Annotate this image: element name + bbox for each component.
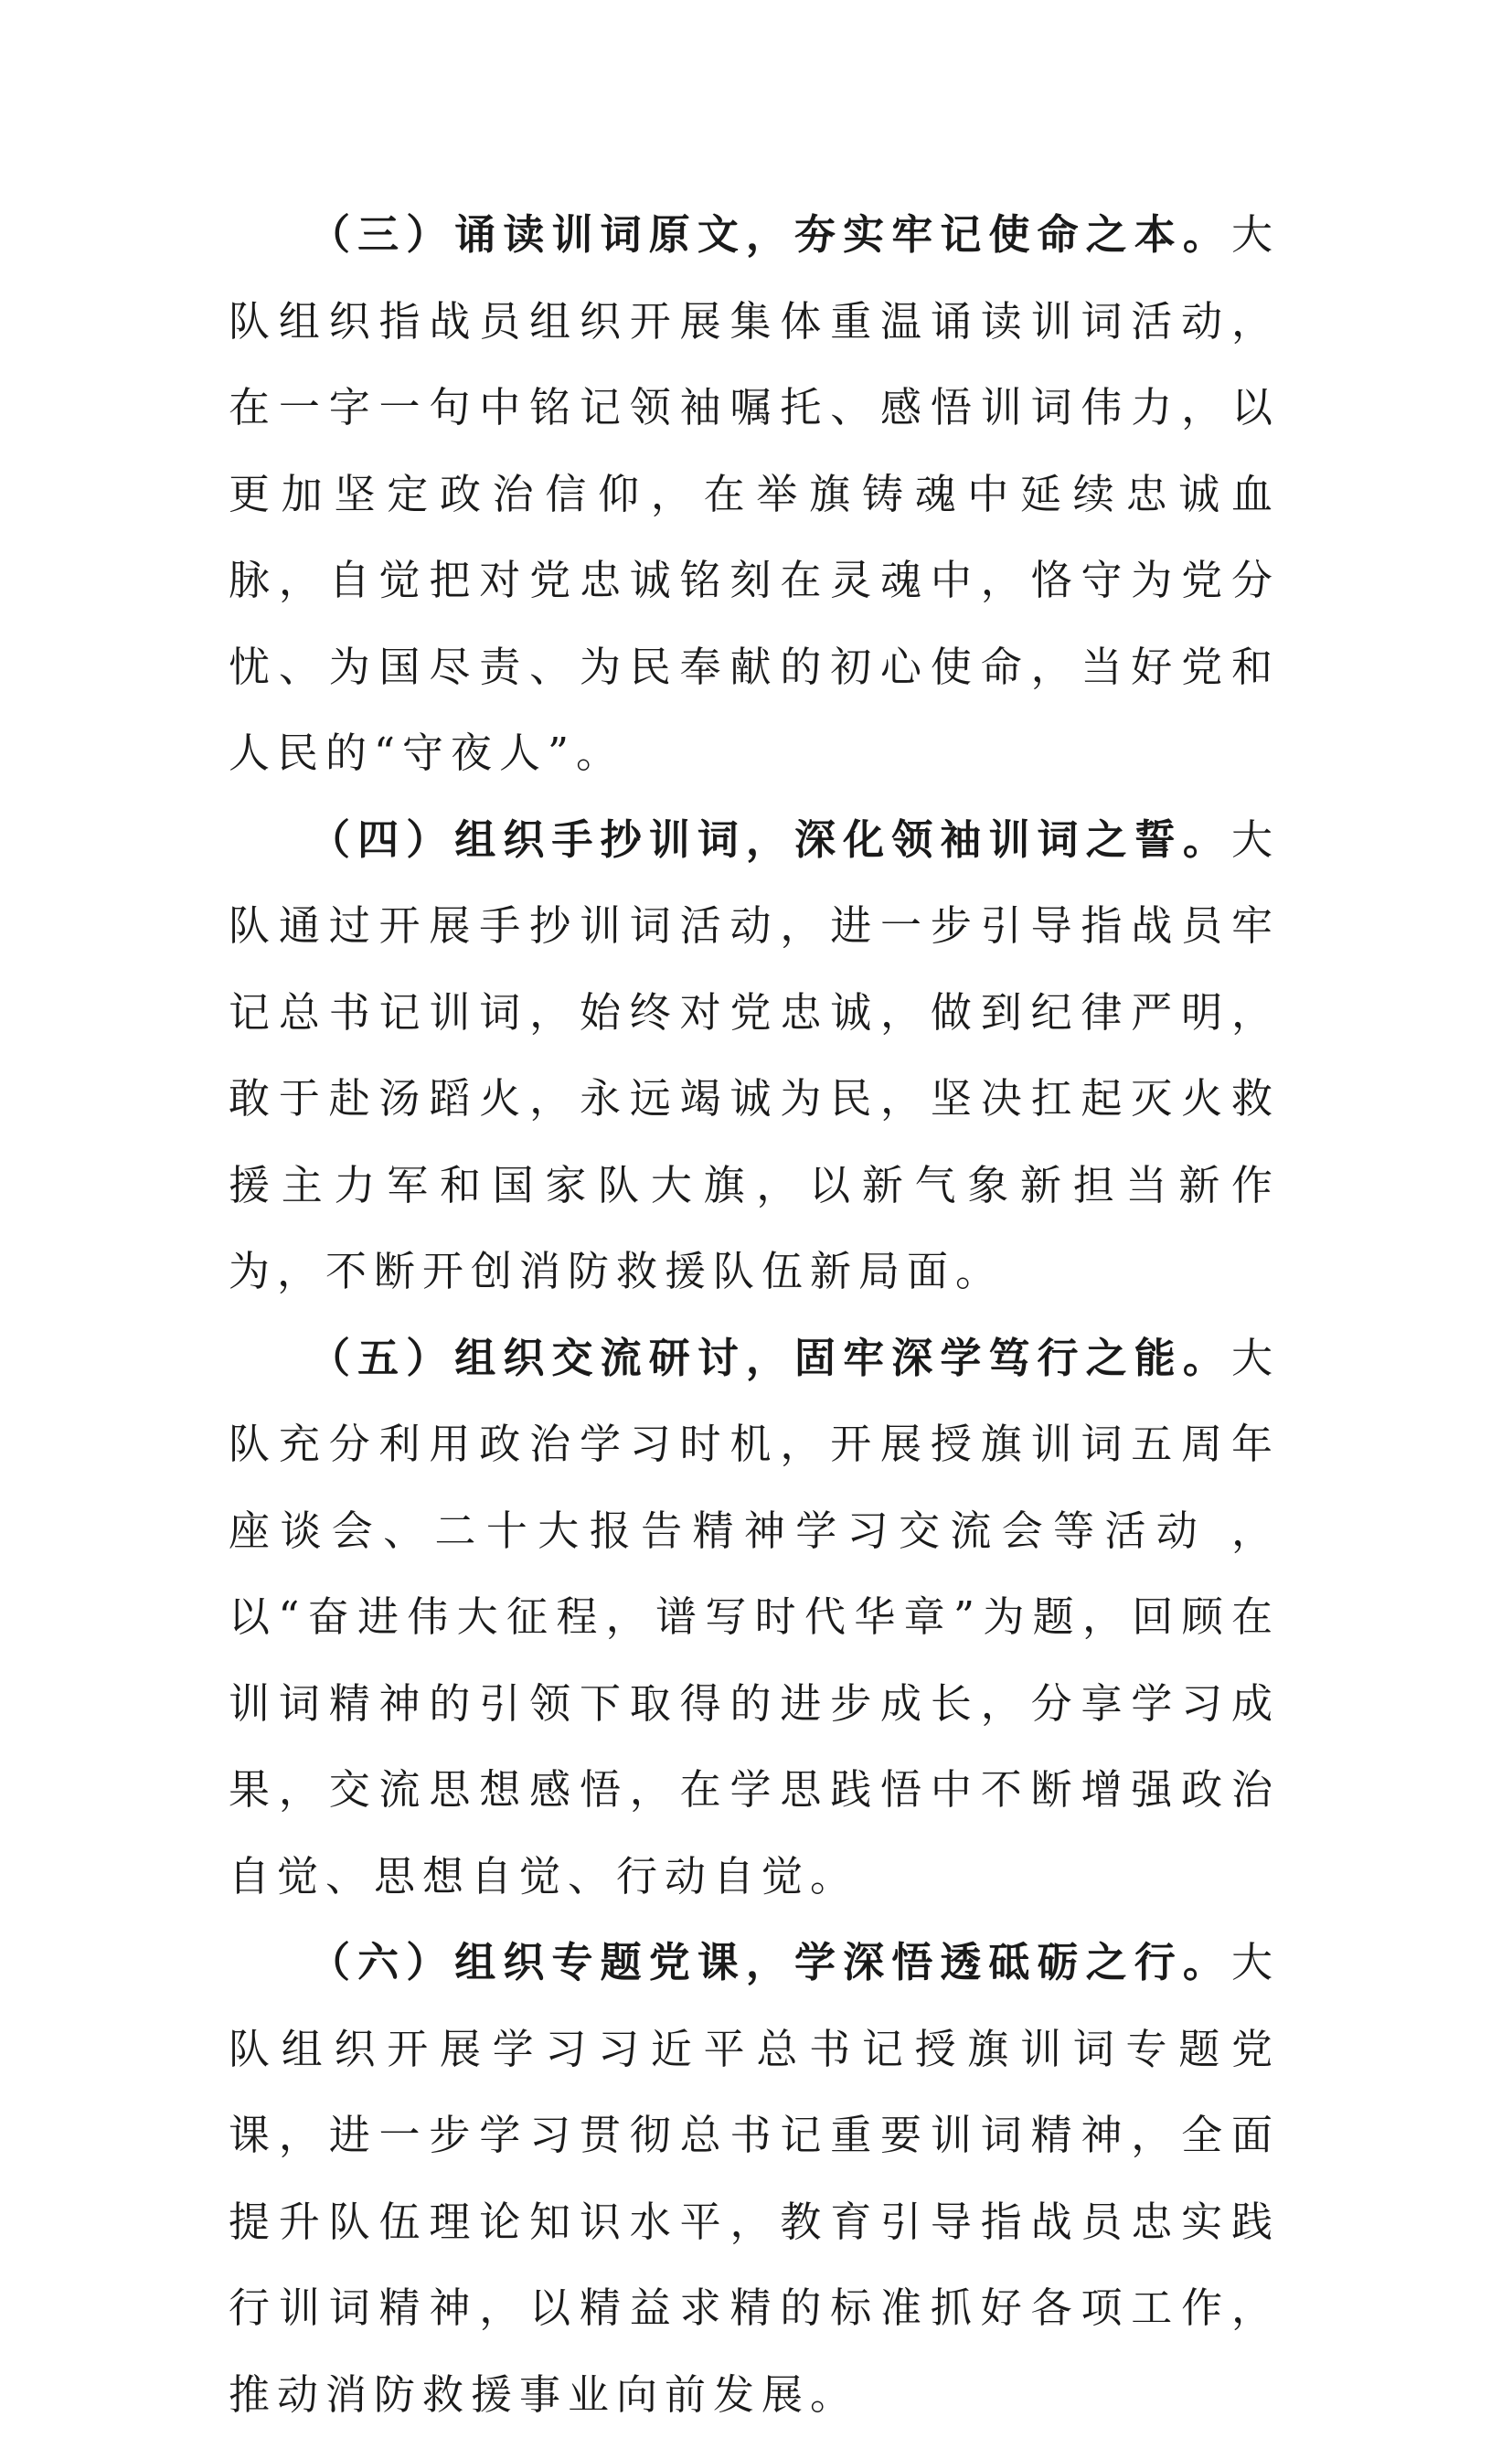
paragraph-3-body: 大队组织指战员组织开展集体重温诵读训词活动，在一字一句中铭记领袖嘱托、感悟训词伟力，以更加坚定政治信仰，在举旗铸魂中延续忠诚血脉，自觉把对党忠诚铭刻在灵魂中，恪守为党分忧、为国尽责、为民奉献的初心使命，当好党和人民的“守夜人”。 <box>229 210 1280 777</box>
paragraph-6-body: 大队组织开展学习习近平总书记授旗训词专题党课，进一步学习贯彻总书记重要训词精神，全面提升队伍理论知识水平，教育引导指战员忠实践行训词精神，以精益求精的标准抓好各项工作，推动消防救援事业向前发展。 <box>229 1938 1280 2419</box>
document-body <box>229 192 1280 2438</box>
paragraph-5-heading: （五）组织交流研讨，固牢深学笃行之能。 <box>309 1333 1231 1382</box>
paragraph-5-body: 大队充分利用政治学习时机，开展授旗训词五周年座谈会、二十大报告精神学习交流会等活动 ，以“奋进伟大征程，谱写时代华章”为题，回顾在训词精神的引领下取得的进步成长，分享学习成果，交流思想感悟，在学思践悟中不断增强政治自觉、思想自觉、行动自觉。 <box>229 1333 1280 1900</box>
paragraph-4 <box>229 797 1280 1315</box>
paragraph-4-heading: （四）组织手抄训词，深化领袖训词之誓。 <box>309 814 1231 864</box>
paragraph-4-body: 大队通过开展手抄训词活动，进一步引导指战员牢记总书记训词，始终对党忠诚，做到纪律严明，敢于赴汤蹈火，永远竭诚为民，坚决扛起灭火救援主力军和国家队大旗，以新气象新担当新作为，不断开创消防救援队伍新局面。 <box>229 814 1280 1295</box>
paragraph-5 <box>229 1315 1280 1921</box>
paragraph-3-heading: （三）诵读训词原文，夯实牢记使命之本。 <box>309 210 1231 259</box>
paragraph-6 <box>229 1920 1280 2438</box>
paragraph-6-heading: （六）组织专题党课，学深悟透砥砺之行。 <box>309 1938 1231 1986</box>
paragraph-3 <box>229 192 1280 797</box>
